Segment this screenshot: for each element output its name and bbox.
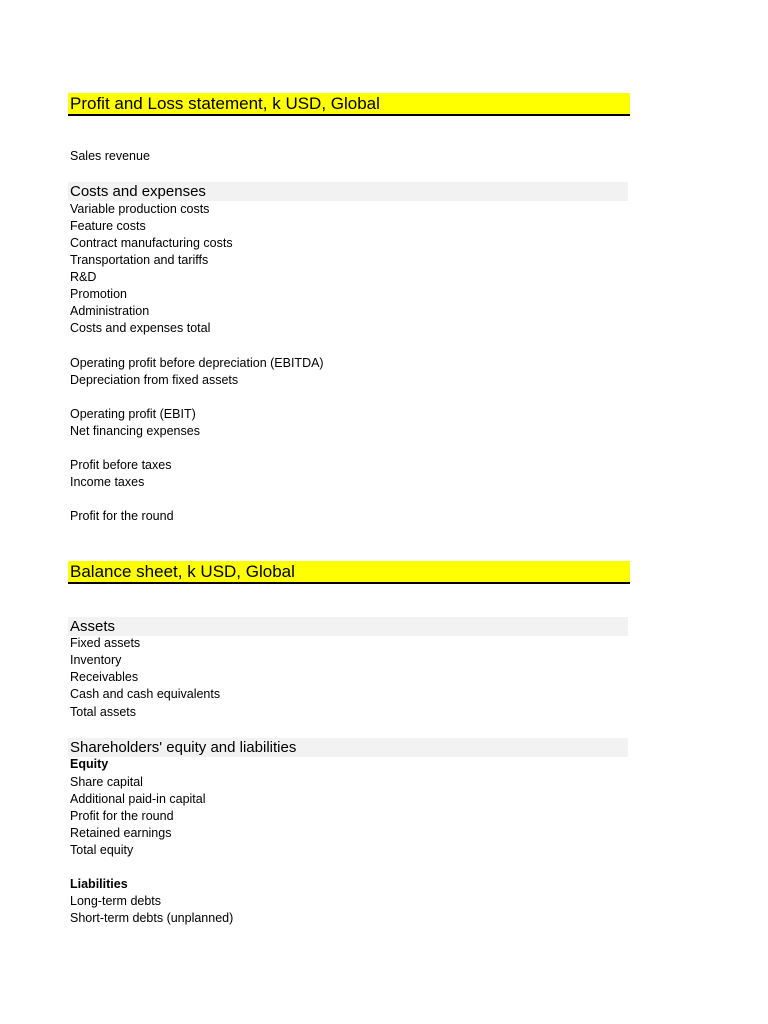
pl-income-taxes: Income taxes [70, 475, 145, 489]
bs-equity-header: Equity [70, 757, 109, 771]
pl-cost-item: Contract manufacturing costs [70, 236, 233, 250]
bs-asset-item: Fixed assets [70, 636, 141, 650]
pl-profit-before-taxes: Profit before taxes [70, 458, 172, 472]
bs-equity-item: Additional paid-in capital [70, 792, 206, 806]
pl-costs-section: Costs and expenses [68, 182, 628, 201]
pl-depreciation: Depreciation from fixed assets [70, 373, 239, 387]
bs-assets-section: Assets [68, 617, 628, 636]
bs-equity-item: Retained earnings [70, 826, 172, 840]
pl-cost-item: R&D [70, 270, 97, 284]
bs-liability-item: Long-term debts [70, 894, 162, 908]
pl-ebitda: Operating profit before depreciation (EBITDA) [70, 356, 324, 370]
pl-profit-round: Profit for the round [70, 509, 174, 523]
bs-asset-item: Receivables [70, 670, 139, 684]
pl-cost-item: Administration [70, 304, 150, 318]
bs-total-equity: Total equity [70, 843, 134, 857]
bs-asset-item: Cash and cash equivalents [70, 687, 221, 701]
pl-ebit: Operating profit (EBIT) [70, 407, 196, 421]
pl-cost-item: Transportation and tariffs [70, 253, 209, 267]
bs-liability-item: Short-term debts (unplanned) [70, 911, 234, 925]
bs-equity-item: Profit for the round [70, 809, 174, 823]
bs-equity-liabilities-section: Shareholders' equity and liabilities [68, 738, 628, 757]
bs-total-assets: Total assets [70, 705, 137, 719]
pl-sales-revenue: Sales revenue [70, 149, 150, 163]
pl-title: Profit and Loss statement, k USD, Global [68, 93, 630, 116]
pl-costs-total: Costs and expenses total [70, 321, 211, 335]
bs-equity-item: Share capital [70, 775, 143, 789]
pl-net-financing: Net financing expenses [70, 424, 200, 438]
bs-asset-item: Inventory [70, 653, 122, 667]
bs-liabilities-header: Liabilities [70, 877, 128, 891]
pl-cost-item: Feature costs [70, 219, 146, 233]
bs-title: Balance sheet, k USD, Global [68, 561, 630, 584]
pl-cost-item: Promotion [70, 287, 127, 301]
pl-cost-item: Variable production costs [70, 202, 210, 216]
